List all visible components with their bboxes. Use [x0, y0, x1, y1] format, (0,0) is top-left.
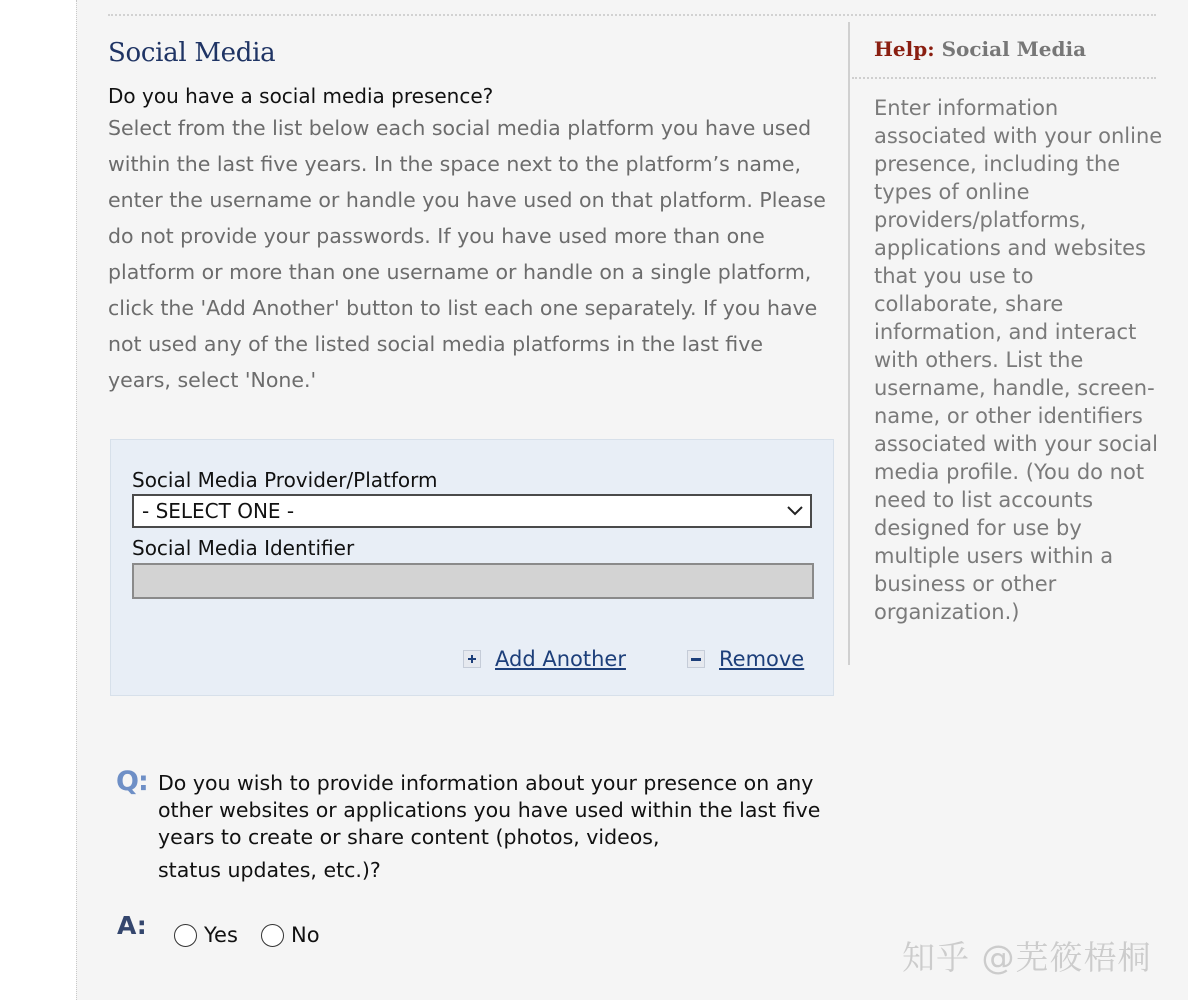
- add-another-button[interactable]: [463, 647, 626, 671]
- social-media-entry-panel: [110, 439, 834, 696]
- section-title: Social Media: [108, 38, 276, 68]
- radio-no[interactable]: [261, 923, 320, 947]
- help-topic: Social Media: [941, 37, 1087, 61]
- add-another-label: Add Another: [495, 647, 626, 671]
- provider-label: Social Media Provider/Platform: [132, 468, 438, 492]
- help-rule: [852, 77, 1156, 79]
- plus-icon: [463, 650, 481, 668]
- radio-yes[interactable]: [174, 923, 238, 947]
- top-divider: [108, 14, 1156, 16]
- question-marker: Q:: [116, 766, 148, 797]
- radio-yes-label: Yes: [204, 923, 238, 947]
- identifier-label: Social Media Identifier: [132, 536, 355, 560]
- followup-question-end: status updates, etc.)?: [158, 858, 381, 882]
- identifier-input[interactable]: [132, 563, 814, 599]
- minus-icon: [687, 650, 705, 668]
- social-media-question: Do you have a social media presence?: [108, 84, 494, 108]
- help-text: Enter information associated with your online presence, including the types of online providers/platforms, applications and websites that you use to collaborate, share information, and interact with others. List the username, handle, screen-name, or other identifiers associated with your social media profile. (You do not need to list accounts designed for use by multiple users within a business or other organization.): [874, 96, 1163, 624]
- followup-question-main: Do you wish to provide information about your presence on any other websites or applications you have used within the last five years to create or share content (photos, videos,: [158, 771, 821, 849]
- remove-button[interactable]: [687, 647, 804, 671]
- radio-no-label: No: [291, 923, 320, 947]
- chevron-down-icon: [786, 505, 804, 517]
- help-title: [874, 37, 1086, 61]
- answer-marker: A:: [117, 911, 147, 940]
- help-divider: [848, 22, 850, 665]
- watermark: 知乎 @芜筱梧桐: [902, 938, 1152, 977]
- radio-yes-circle[interactable]: [174, 924, 197, 947]
- provider-select[interactable]: [132, 494, 812, 528]
- provider-selected-value: - SELECT ONE -: [142, 499, 295, 523]
- instructions-text: Select from the list below each social media platform you have used within the last five years. In the space next to the platform’s name, enter the username or handle you have used on that platform. Please do not provide your passwords. If you have used more than one platform or more than one username or handle on a single platform, click the 'Add Another' button to list each one separately. If you have not used any of the listed social media platforms in the last five years, select 'None.': [108, 116, 826, 392]
- help-label: Help:: [874, 37, 935, 61]
- remove-label: Remove: [719, 647, 805, 671]
- radio-no-circle[interactable]: [261, 924, 284, 947]
- followup-question: [158, 770, 838, 884]
